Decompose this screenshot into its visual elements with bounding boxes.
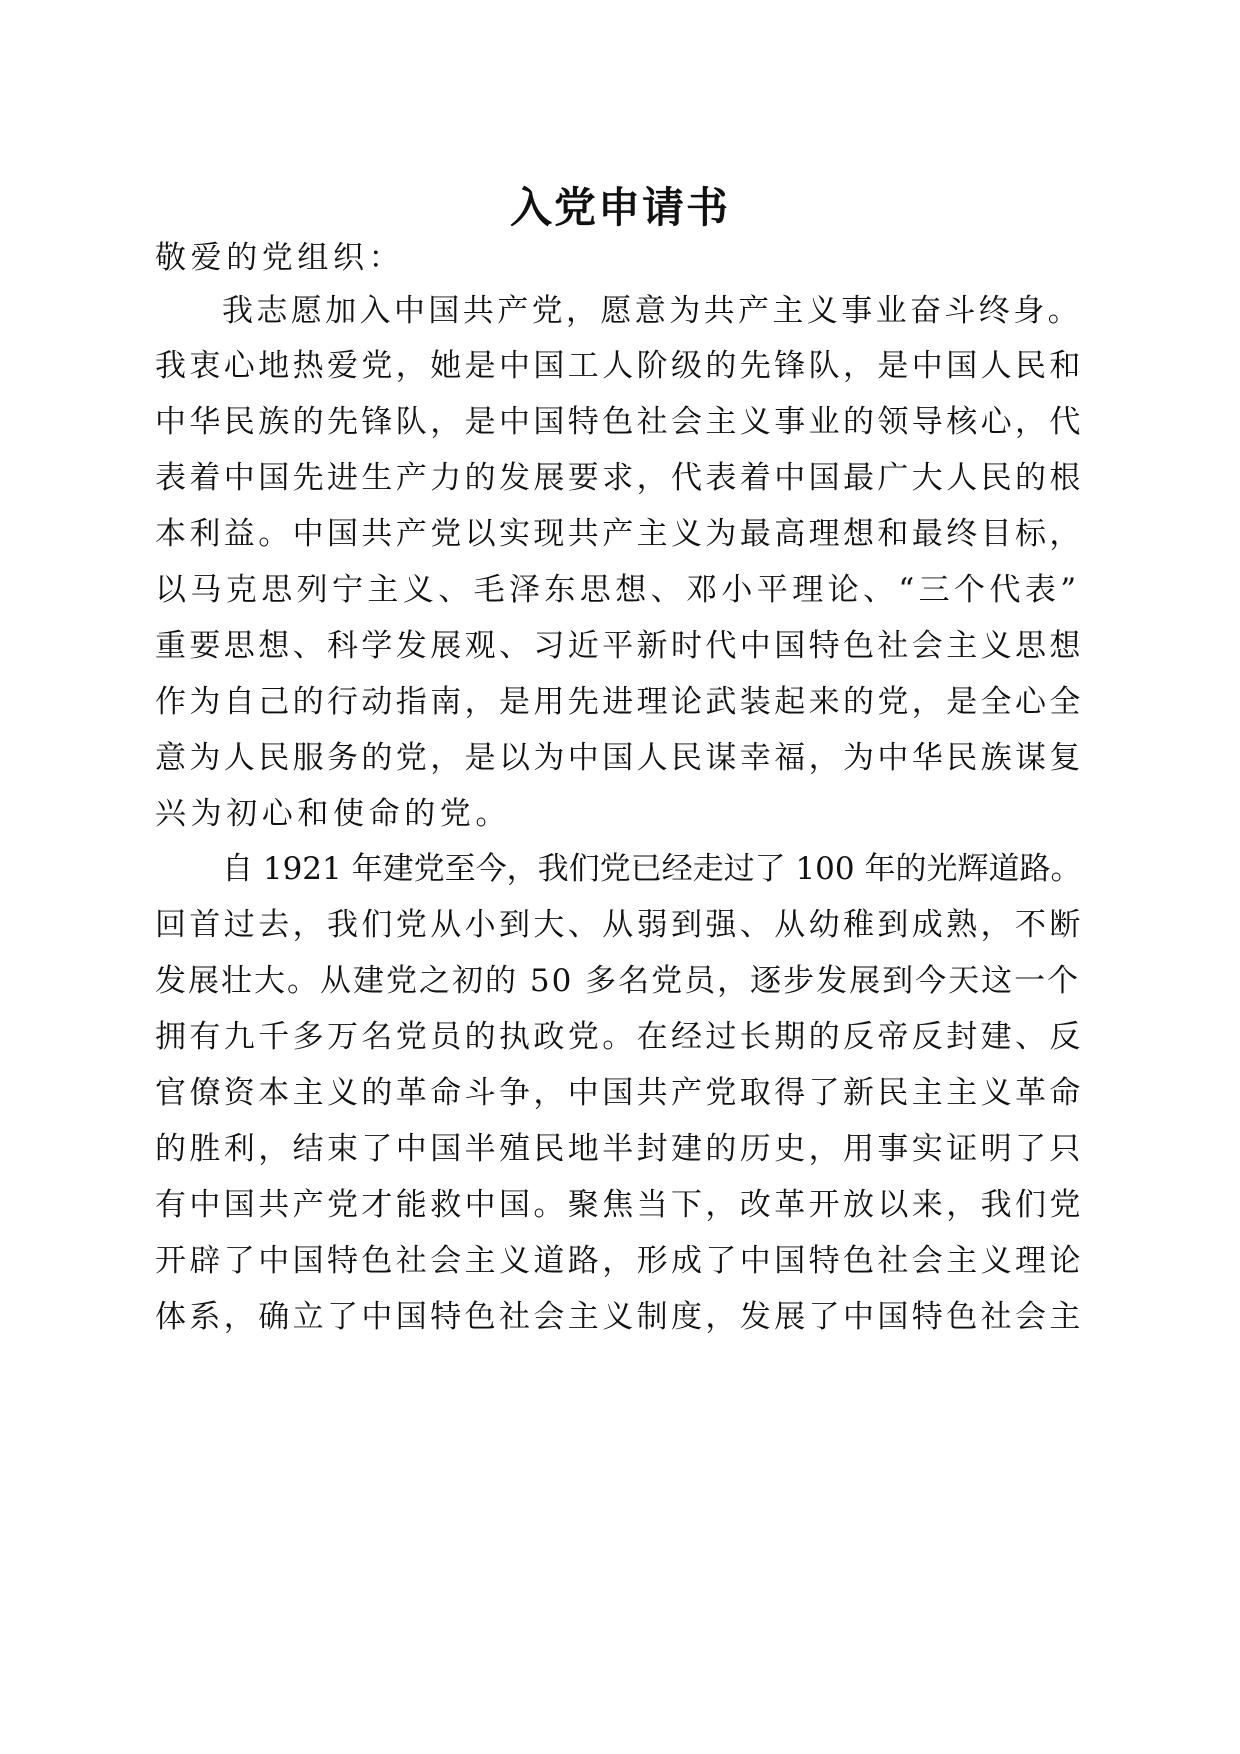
paragraph-line: 我志愿加入中国共产党，愿意为共产主义事业奋斗终身。 [222, 293, 1082, 329]
paragraph-line: 表着中国先进生产力的发展要求，代表着中国最广大人民的根 [155, 460, 1084, 496]
paragraph-line: 有中国共产党才能救中国。聚焦当下，改革开放以来，我们党 [155, 1187, 1084, 1223]
paragraph-line: 本利益。中国共产党以实现共产主义为最高理想和最终目标， [155, 516, 1084, 552]
paragraph-line: 发展壮大。从建党之初的 50 多名党员，逐步发展到今天这一个 [155, 963, 1081, 999]
paragraph-line: 中华民族的先锋队，是中国特色社会主义事业的领导核心，代 [155, 404, 1084, 440]
paragraph-line: 意为人民服务的党，是以为中国人民谋幸福，为中华民族谋复 [155, 740, 1084, 776]
paragraph-line: 的胜利，结束了中国半殖民地半封建的历史，用事实证明了只 [155, 1131, 1084, 1167]
paragraph-line: 兴为初心和使命的党。 [155, 796, 511, 832]
paragraph-line: 以马克思列宁主义、毛泽东思想、邓小平理论、“三个代表” [155, 572, 1081, 608]
paragraph-line: 回首过去，我们党从小到大、从弱到强、从幼稚到成熟，不断 [155, 907, 1084, 943]
salutation: 敬爱的党组织： [155, 240, 405, 276]
paragraph-line: 开辟了中国特色社会主义道路，形成了中国特色社会主义理论 [155, 1243, 1084, 1279]
paragraph-line: 体系，确立了中国特色社会主义制度，发展了中国特色社会主 [155, 1299, 1084, 1335]
document-title: 入党申请书 [509, 183, 730, 232]
paragraph-line: 重要思想、科学发展观、习近平新时代中国特色社会主义思想 [155, 628, 1084, 664]
paragraph-line: 拥有九千多万名党员的执政党。在经过长期的反帝反封建、反 [155, 1019, 1084, 1055]
paragraph-line: 官僚资本主义的革命斗争，中国共产党取得了新民主主义革命 [155, 1075, 1084, 1111]
paragraph-line: 我衷心地热爱党，她是中国工人阶级的先锋队，是中国人民和 [155, 348, 1084, 384]
paragraph-line: 自 1921 年建党至今，我们党已经走过了 100 年的光辉道路。 [222, 851, 1082, 887]
paragraph-line: 作为自己的行动指南，是用先进理论武装起来的党，是全心全 [155, 684, 1084, 720]
